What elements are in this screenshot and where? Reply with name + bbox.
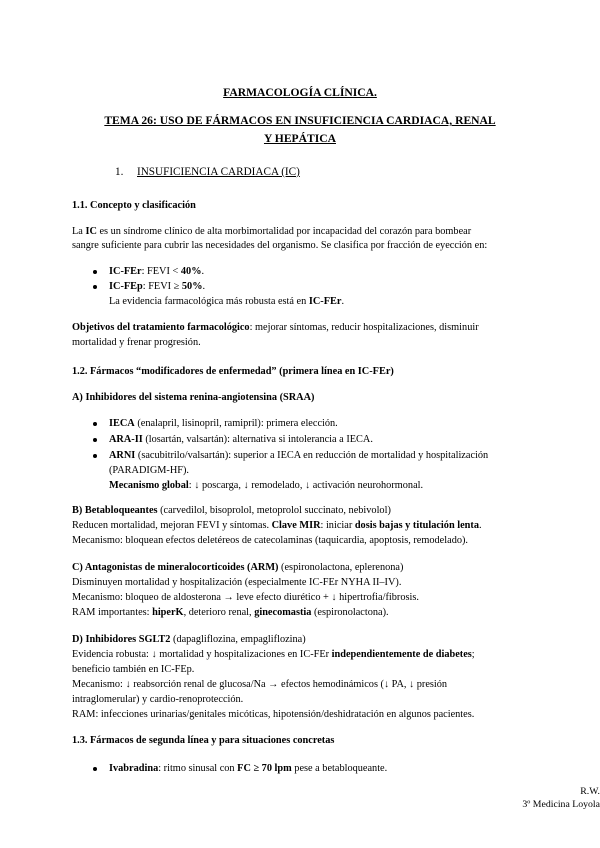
subsection-heading-1-1: 1.1. Concepto y clasificación bbox=[72, 200, 196, 211]
list-item: ARA-II (losartán, valsartán): alternativa si intolerancia a IECA. bbox=[109, 434, 373, 445]
paragraph-line: Disminuyen mortalidad y hospitalización (especialmente IC-FEr NYHA II–IV). bbox=[72, 577, 402, 588]
paragraph-line: RAM importantes: hiperK, deterioro renal, ginecomastia (espironolactona). bbox=[72, 607, 389, 618]
bullet-icon bbox=[93, 422, 97, 426]
paragraph-line: Reducen mortalidad, mejoran FEVI y síntomas. Clave MIR: iniciar dosis bajas y titulación lenta. bbox=[72, 520, 482, 531]
paragraph-line: intraglomerular) y cardio-renoprotección. bbox=[72, 694, 244, 705]
list-item: Ivabradina: ritmo sinusal con FC ≥ 70 lpm pese a betabloqueante. bbox=[109, 763, 388, 774]
paragraph-line: La IC es un síndrome clínico de alta morbimortalidad por incapacidad del corazón para bombear bbox=[72, 226, 472, 237]
list-item-continuation: La evidencia farmacológica más robusta está en IC-FEr. bbox=[109, 296, 345, 307]
bullet-icon bbox=[93, 438, 97, 442]
group-heading-d: D) Inhibidores SGLT2 (dapagliflozina, empagliflozina) bbox=[72, 634, 306, 645]
list-item-continuation: Mecanismo global: ↓ poscarga, ↓ remodelado, ↓ activación neurohormonal. bbox=[109, 480, 424, 491]
paragraph-line: mortalidad y frenar progresión. bbox=[72, 337, 201, 348]
bullet-icon bbox=[93, 767, 97, 771]
group-heading-c: C) Antagonistas de mineralocorticoides (ARM) (espironolactona, eplerenona) bbox=[72, 562, 404, 573]
list-item: IC-FEr: FEVI < 40%. bbox=[109, 266, 205, 277]
group-heading-b: B) Betabloqueantes (carvedilol, bisoprolol, metoprolol succinato, nebivolol) bbox=[72, 505, 391, 516]
section-number: 1. bbox=[115, 166, 124, 178]
subsection-heading-1-3: 1.3. Fármacos de segunda línea y para situaciones concretas bbox=[72, 735, 335, 746]
bullet-icon bbox=[93, 285, 97, 289]
list-item: IECA (enalapril, lisinopril, ramipril): primera elección. bbox=[109, 418, 338, 429]
paragraph-line: sangre suficiente para cubrir las necesidades del organismo. Se clasifica por fracción de eyección en: bbox=[72, 240, 488, 251]
list-item: ARNI (sacubitrilo/valsartán): superior a IECA en reducción de mortalidad y hospitalización bbox=[109, 450, 489, 461]
document-title: FARMACOLOGÍA CLÍNICA. bbox=[223, 86, 377, 99]
paragraph-line: Mecanismo: ↓ reabsorción renal de glucosa/Na → efectos hemodinámicos (↓ PA, ↓ presión bbox=[72, 679, 448, 690]
topic-title-line2: Y HEPÁTICA bbox=[263, 132, 337, 145]
paragraph-line: beneficio también en IC-FEp. bbox=[72, 664, 195, 675]
paragraph-line: Evidencia robusta: ↓ mortalidad y hospitalizaciones en IC-FEr independientemente de diabetes; bbox=[72, 649, 475, 660]
paragraph-line: Mecanismo: bloquean efectos deletéreos de catecolaminas (taquicardia, apoptosis, remodelado). bbox=[72, 535, 468, 546]
topic-title-line1: TEMA 26: USO DE FÁRMACOS EN INSUFICIENCIA CARDIACA, RENAL bbox=[104, 114, 496, 127]
paragraph-line: Mecanismo: bloqueo de aldosterona → leve efecto diurético + ↓ hipertrofia/fibrosis. bbox=[72, 592, 419, 603]
group-heading-a: A) Inhibidores del sistema renina-angiotensina (SRAA) bbox=[72, 392, 315, 403]
subsection-heading-1-2: 1.2. Fármacos “modificadores de enfermedad” (primera línea en IC-FEr) bbox=[72, 366, 394, 377]
footer-initials: R.W. bbox=[580, 786, 600, 797]
list-item-continuation: (PARADIGM-HF). bbox=[109, 465, 190, 476]
bullet-icon bbox=[93, 454, 97, 458]
footer-course: 3º Medicina Loyola bbox=[522, 799, 600, 810]
paragraph-line: RAM: infecciones urinarias/genitales micóticas, hipotensión/deshidratación en algunos pacientes. bbox=[72, 709, 475, 720]
section-title: INSUFICIENCIA CARDIACA (IC) bbox=[137, 166, 300, 178]
bullet-icon bbox=[93, 270, 97, 274]
paragraph-line: Objetivos del tratamiento farmacológico: mejorar síntomas, reducir hospitalizaciones, disminuir bbox=[72, 322, 479, 333]
list-item: IC-FEp: FEVI ≥ 50%. bbox=[109, 281, 206, 292]
